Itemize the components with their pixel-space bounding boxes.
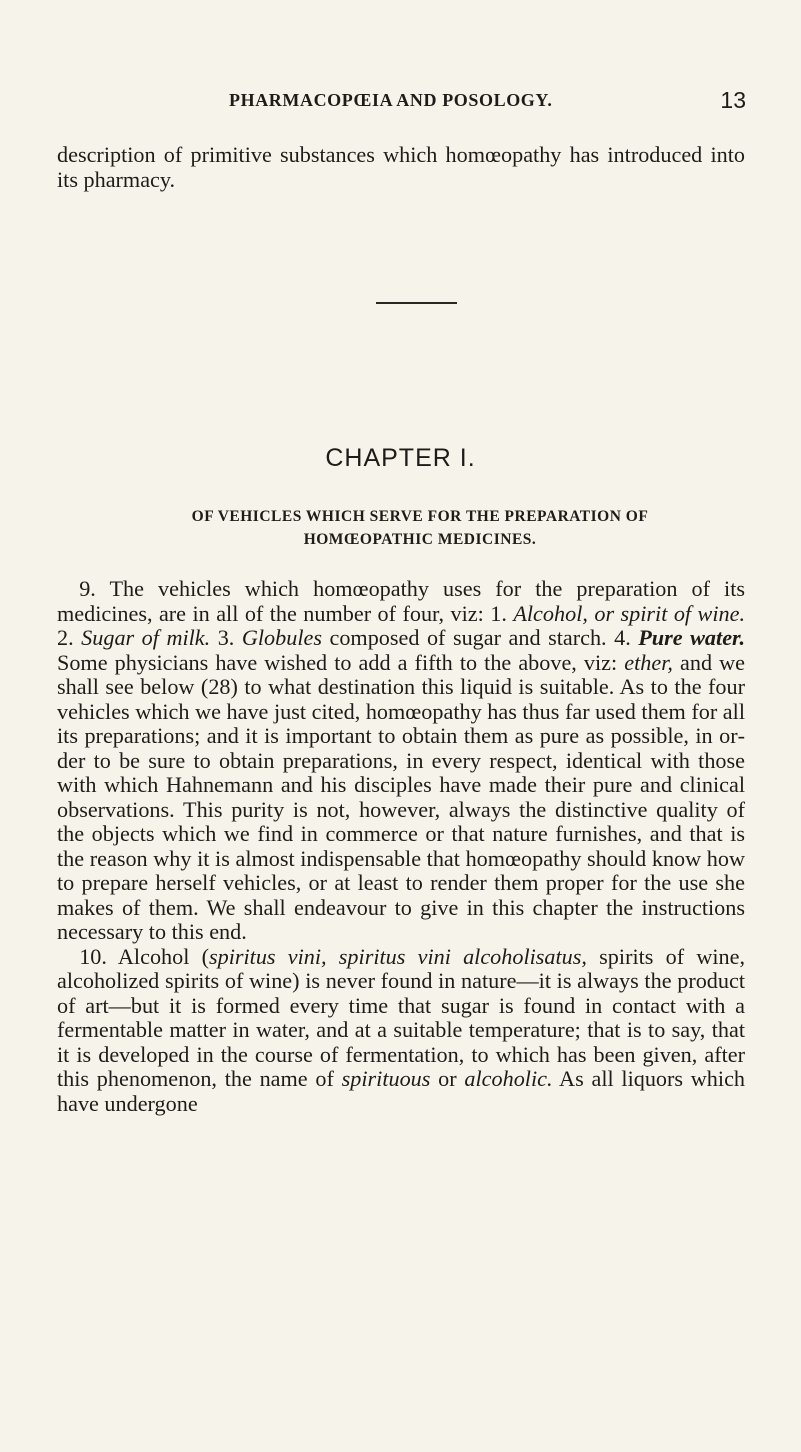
chapter-body [57,577,745,1116]
text-run: As all liquors which have undergone [57,1066,746,1116]
text-run: Some physicians have wished to add a fifth to the above, viz: [57,649,625,675]
italic-run: spiritus vini, spiritus vini alcoholisatus, [208,943,587,969]
text-run: 2. [57,625,82,650]
running-title: PHARMACOPŒIA AND POSOLOGY. [229,90,553,110]
italic-run: ether, [624,649,673,675]
italic-run: Pure water. [638,625,745,650]
text-run: or [430,1066,465,1091]
page-number: 13 [720,87,746,113]
chapter-subtitle: OF VEHICLES WHICH SERVE FOR THE PREPARATION OF HOMŒOPATHIC MEDICINES. [191,508,649,548]
intro-text: description of primitive substances which homœopathy has introduced into its pharmacy. [57,142,745,192]
chapter-title: CHAPTER I. [325,444,476,472]
text-run: 10. Alcohol ( [79,943,209,969]
section-divider [376,302,457,304]
paragraph-9 [57,577,745,945]
text-run: spirits of wine, alcoholized spirits of wine) is never found in nature—it is always the product of art—but it is formed every time that sugar is found in contact with a fermentable matter in water, and at a suitable temperature; that is to say, that it is developed in the course of fermentation, to which has been given, after this phenomenon, the name of [57,943,745,1091]
italic-run: Sugar of milk. [81,625,211,650]
text-run: and we shall see below (28) to what destination this liquid is suitable. As to the four vehicles which we have just cited, homœopathy has thus far used them for all its preparations; and it is important to obtain them as pure as possible, in order to be sure to obtain preparations, in every respect, identical with those with which Hahnemann and his disciples have made their pure and clinical observations. This purity is not, however, always the distinctive quality of the objects which we find in commerce or that nature furnishes, and that is the reason why it is almost indispensable that homœopathy should know how to prepare herself vehicles, or at least to render them proper for the use she makes of them. We shall endeavour to give in this chapter the instructions necessary to this end. [57,649,745,944]
page-header [0,87,801,114]
text-run: 9. The vehicles which homœopathy uses for the preparation of its medicines, are in all of the number of four, viz: 1. [57,576,745,626]
italic-run: spirituous [341,1066,431,1091]
italic-run: Alcohol, or spirit of wine. [513,600,745,626]
paragraph-10 [57,945,745,1117]
italic-run: alcoholic. [464,1066,553,1091]
italic-run: Globules [241,625,322,650]
text-run: 3. [210,625,242,650]
text-run: composed of sugar and starch. 4. [321,625,639,650]
intro-paragraph [57,143,745,192]
